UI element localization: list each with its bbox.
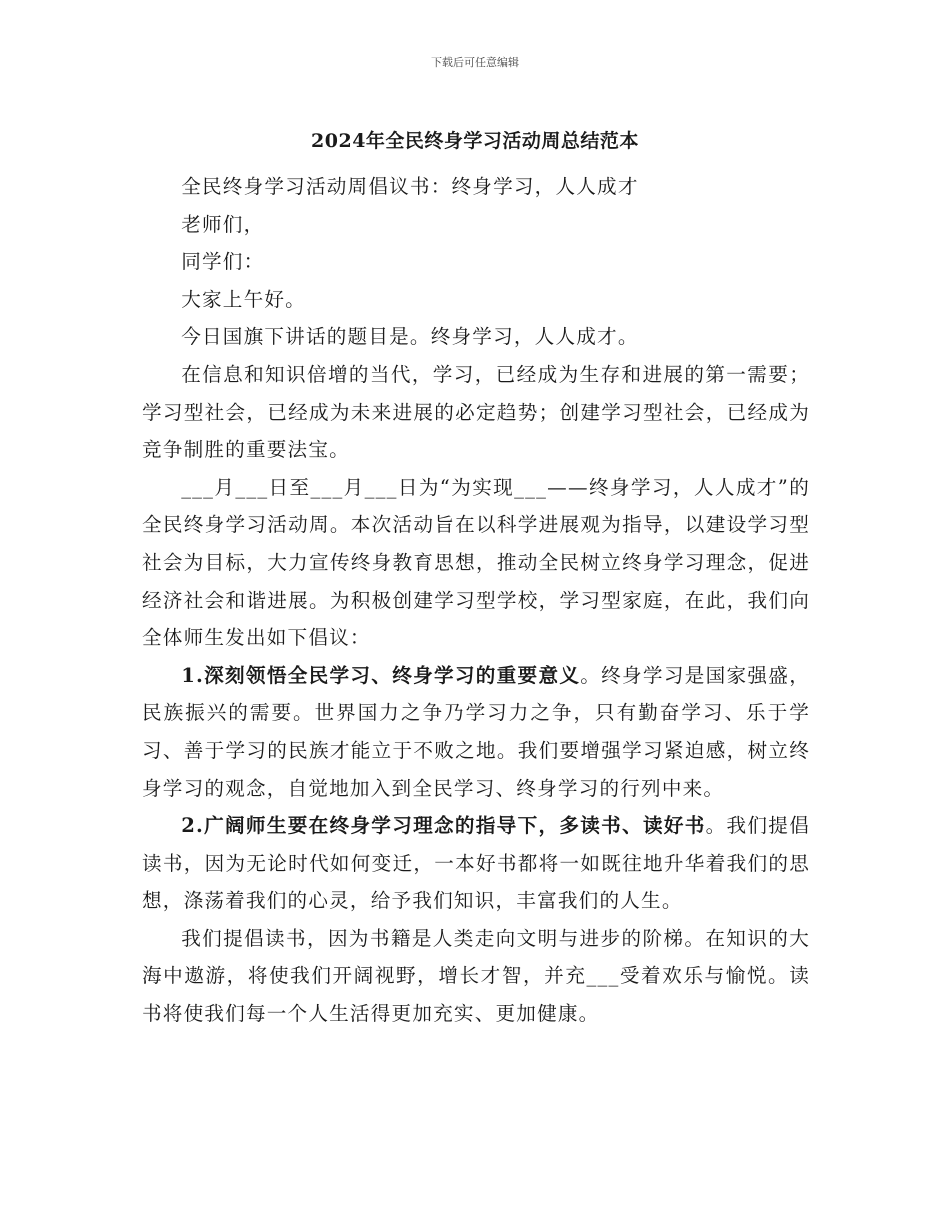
paragraph-greeting-students: 同学们： — [181, 250, 265, 274]
paragraph-intro: 在信息和知识倍增的当代，学习，已经成为生存和进展的第一需要；学习型社会，已经成为未来进展的必定趋势；创建学习型社会，已经成为竞争制胜的重要法宝。 — [142, 362, 810, 462]
point-2-heading: 2.广阔师生要在终身学习理念的指导下，多读书、读好书 — [181, 814, 706, 838]
document-body — [142, 168, 810, 1033]
point-1-text: 。终身学习是国家强盛，民族振兴的需要。世界国力之争乃学习力之争，只有勤奋学习、乐于学习、善于学习的民族才能立于不败之地。我们要增强学习紧迫感，树立终身学习的观念，自觉地加入到全民学习、终身学习的行列中来。 — [142, 663, 810, 800]
point-1-heading: 1.深刻领悟全民学习、终身学习的重要意义 — [181, 663, 581, 687]
paragraph-speech-topic: 今日国旗下讲话的题目是。终身学习，人人成才。 — [181, 325, 639, 349]
document-title: 2024年全民终身学习活动周总结范本 — [311, 130, 639, 152]
point-2-text: 。我们提倡读书，因为无论时代如何变迁，一本好书都将一如既往地升华着我们的思想，涤荡着我们的心灵，给予我们知识，丰富我们的人生。 — [142, 814, 810, 913]
paragraph-proposal-heading: 全民终身学习活动周倡议书：终身学习，人人成才 — [181, 175, 639, 198]
paragraph-activity-week: ___月___日至___月___日为“为实现___——终身学习，人人成才”的全民终身学习活动周。本次活动旨在以科学进展观为指导，以建设学习型社会为目标，大力宣传终身教育思想，推动全民树立终身学习理念，促进经济社会和谐进展。为积极创建学习型学校，学习型家庭，在此，我们向全体师生发出如下倡议： — [142, 475, 810, 650]
paragraph-greeting-teachers: 老师们， — [181, 212, 265, 236]
paragraph-point-2 — [142, 807, 810, 920]
paragraph-point-1 — [142, 657, 810, 807]
header-note: 下载后可任意编辑 — [431, 56, 519, 69]
paragraph-reading: 我们提倡读书，因为书籍是人类走向文明与进步的阶梯。在知识的大海中遨游，将使我们开阔视野，增长才智，并充___受着欢乐与愉悦。读书将使我们每一个人生活得更加充实、更加健康。 — [142, 926, 810, 1026]
paragraph-good-morning: 大家上午好。 — [181, 287, 306, 311]
